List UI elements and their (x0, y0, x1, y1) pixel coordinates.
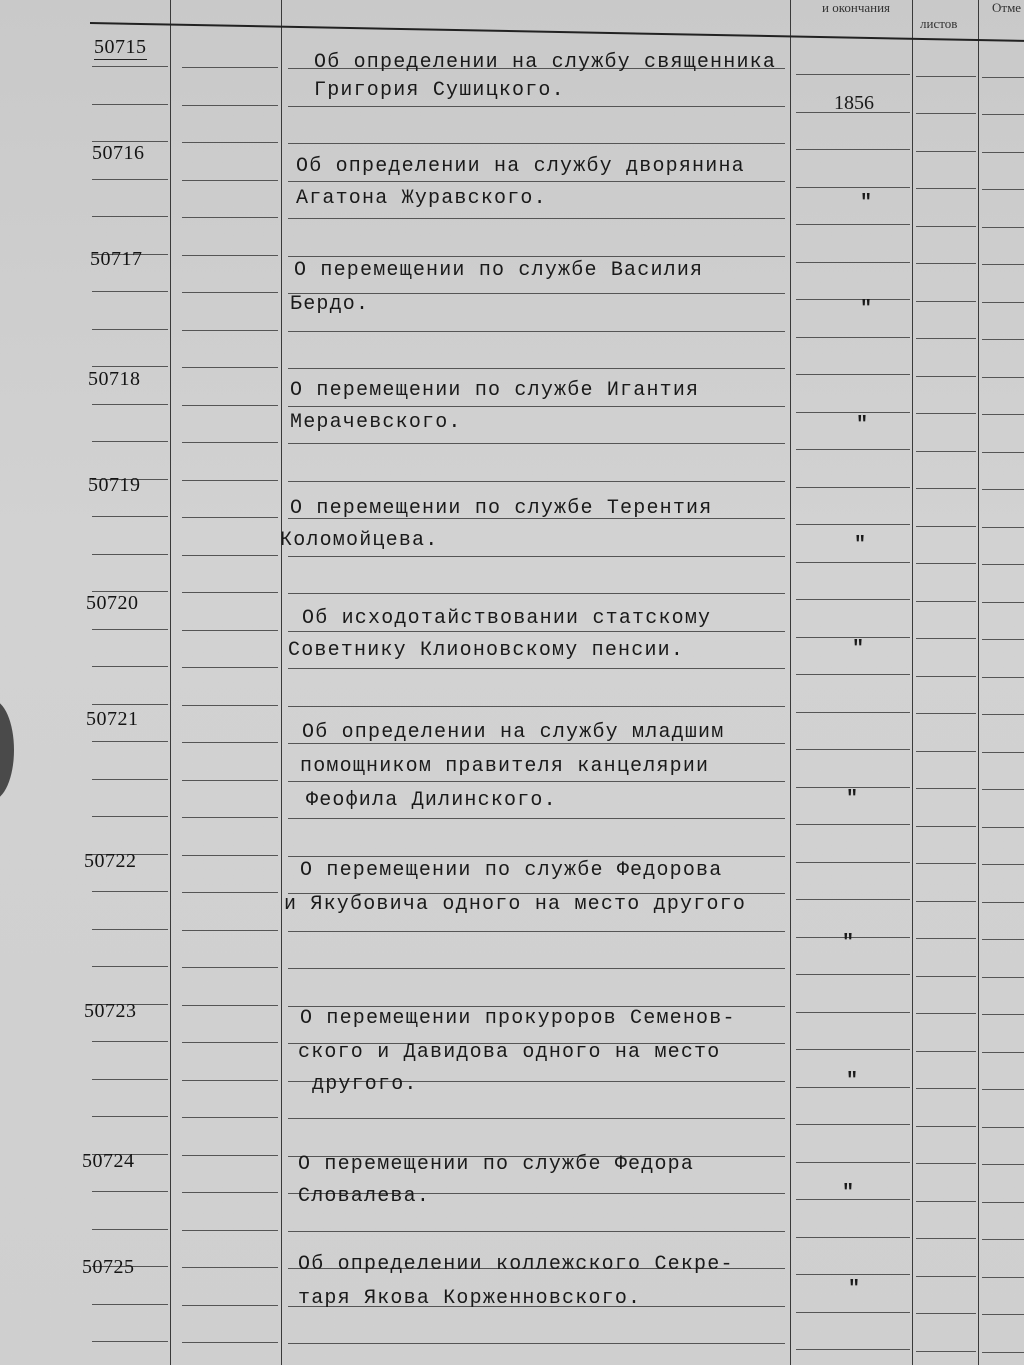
entry-description-line: помощником правителя канцелярии (300, 755, 710, 778)
ruled-line (796, 149, 910, 150)
ruled-line (796, 374, 910, 375)
ruled-line (982, 114, 1024, 115)
entry-description-line: О перемещении по службе Игантия (290, 379, 700, 402)
ruled-line (182, 630, 278, 631)
ruled-line (288, 143, 785, 144)
ruled-line (982, 677, 1024, 678)
ruled-line (92, 929, 168, 930)
ruled-line (92, 329, 168, 330)
ruled-line (182, 517, 278, 518)
ruled-line (182, 142, 278, 143)
entry-description-line: Об исходотайствовании статскому (302, 607, 712, 630)
ruled-line (982, 789, 1024, 790)
entry-number: 50717 (90, 248, 143, 270)
ruled-line (916, 1201, 976, 1202)
ruled-line (916, 451, 976, 452)
ruled-line (982, 302, 1024, 303)
ruled-line (916, 526, 976, 527)
entry-description-line: О перемещении по службе Федора (298, 1153, 695, 1176)
ruled-line (982, 152, 1024, 153)
ruled-line (796, 562, 910, 563)
ruled-line (916, 1351, 976, 1352)
entry-description-line: Советнику Клионовскому пенсии. (288, 639, 685, 662)
entry-number: 50716 (92, 142, 145, 164)
ruled-line (182, 1155, 278, 1156)
entry-number: 50721 (86, 708, 139, 730)
ruled-line (916, 301, 976, 302)
ruled-line (982, 377, 1024, 378)
entry-description-line: Коломойцева. (280, 529, 439, 552)
header-dates-label: и окончания (822, 0, 891, 15)
entry-date-ditto: " (856, 414, 869, 437)
ruled-line (182, 555, 278, 556)
thumb-shadow (0, 700, 14, 800)
ruled-line (796, 1274, 910, 1275)
ruled-line (92, 441, 168, 442)
entry-description-line: Феофила Дилинского. (306, 789, 557, 812)
ruled-line (796, 974, 910, 975)
ruled-line (288, 481, 785, 482)
column-rule (281, 0, 282, 1365)
entry-description-line: и Якубовича одного на место другого (284, 893, 747, 916)
entry-description-line: ского и Давидова одного на место (298, 1041, 721, 1064)
ruled-line (796, 449, 910, 450)
ruled-line (182, 1230, 278, 1231)
ruled-line (916, 1126, 976, 1127)
ruled-line (796, 862, 910, 863)
ruled-line (982, 1127, 1024, 1128)
ruled-line (796, 1237, 910, 1238)
ruled-line (982, 452, 1024, 453)
ruled-line (916, 901, 976, 902)
ruled-line (182, 1342, 278, 1343)
ruled-line (982, 977, 1024, 978)
ruled-line (916, 1313, 976, 1314)
ruled-line (916, 863, 976, 864)
ruled-line (288, 968, 785, 969)
entry-description-line: Григория Сушицкого. (314, 79, 565, 102)
ruled-line (982, 564, 1024, 565)
ruled-line (182, 1117, 278, 1118)
ruled-line (288, 593, 785, 594)
ruled-line (916, 413, 976, 414)
ruled-line (916, 151, 976, 152)
ruled-line (92, 816, 168, 817)
entry-description-line: О перемещении по службе Терентия (290, 497, 713, 520)
entry-number: 50720 (86, 592, 139, 614)
ruled-line (796, 1349, 910, 1350)
ruled-line (288, 931, 785, 932)
ruled-line (796, 712, 910, 713)
ruled-line (92, 1191, 168, 1192)
ruled-line (916, 1238, 976, 1239)
ruled-line (182, 330, 278, 331)
ruled-line (796, 487, 910, 488)
ruled-line (796, 224, 910, 225)
ruled-line (982, 227, 1024, 228)
ruled-line (182, 892, 278, 893)
ruled-line (916, 676, 976, 677)
entry-description-line: Бердо. (290, 293, 370, 316)
entry-description-line: О перемещении по службе Василия (294, 259, 704, 282)
ruled-line (916, 938, 976, 939)
ruled-line (982, 1277, 1024, 1278)
ruled-line (982, 602, 1024, 603)
entry-description-line: Об определении на службу младшим (302, 721, 725, 744)
ruled-line (288, 331, 785, 332)
entry-date-ditto: " (860, 192, 873, 215)
ruled-line (916, 113, 976, 114)
entry-date-ditto: " (854, 534, 867, 557)
ruled-line (916, 488, 976, 489)
ruled-line (982, 189, 1024, 190)
ruled-line (982, 527, 1024, 528)
ruled-line (182, 1080, 278, 1081)
header-rule (90, 22, 1024, 42)
column-rule (790, 0, 791, 1365)
ruled-line (92, 1304, 168, 1305)
ruled-line (288, 668, 785, 669)
entry-date-ditto: " (852, 638, 865, 661)
ruled-line (916, 713, 976, 714)
ruled-line (92, 891, 168, 892)
ruled-line (182, 742, 278, 743)
entry-number: 50715 (94, 36, 147, 58)
column-rule (912, 0, 913, 1365)
ruled-line (182, 405, 278, 406)
ruled-line (916, 976, 976, 977)
ruled-line (288, 443, 785, 444)
ruled-line (796, 74, 910, 75)
entry-number: 50725 (82, 1256, 135, 1278)
ruled-line (182, 817, 278, 818)
ruled-line (92, 1041, 168, 1042)
ruled-line (982, 1052, 1024, 1053)
entry-date-ditto: " (846, 788, 859, 811)
ruled-line (92, 179, 168, 180)
ruled-line (796, 262, 910, 263)
entry-description-line: Мерачевского. (290, 411, 462, 434)
ruled-line (796, 674, 910, 675)
entry-description-line: Об определении на службу дворянина (296, 155, 745, 178)
ruled-line (182, 1005, 278, 1006)
ruled-line (92, 404, 168, 405)
column-rule (978, 0, 979, 1365)
ruled-line (288, 1118, 785, 1119)
ruled-line (916, 826, 976, 827)
ruled-line (796, 524, 910, 525)
header-sheets-label: листов (920, 16, 958, 31)
ruled-line (796, 1012, 910, 1013)
ruled-line (92, 1116, 168, 1117)
ruled-line (916, 226, 976, 227)
entry-date-ditto: " (842, 932, 855, 955)
ruled-line (92, 1229, 168, 1230)
ruled-line (92, 666, 168, 667)
ruled-line (182, 67, 278, 68)
ruled-line (916, 1013, 976, 1014)
ruled-line (92, 366, 168, 367)
ruled-line (182, 217, 278, 218)
entry-description-line: Словалева. (298, 1185, 431, 1208)
entry-description-line: другого. (312, 1073, 418, 1096)
ruled-line (92, 291, 168, 292)
ruled-line (92, 629, 168, 630)
ruled-line (92, 216, 168, 217)
ruled-line (92, 104, 168, 105)
ruled-line (982, 827, 1024, 828)
ruled-line (288, 1231, 785, 1232)
ruled-line (982, 77, 1024, 78)
entry-description-line: Об определении на службу священника (314, 51, 777, 74)
entry-date-ditto: " (848, 1278, 861, 1301)
ruled-line (916, 1088, 976, 1089)
ruled-line (796, 899, 910, 900)
ruled-line (92, 1079, 168, 1080)
ruled-line (982, 639, 1024, 640)
ruled-line (916, 563, 976, 564)
ruled-line (916, 788, 976, 789)
ruled-line (182, 930, 278, 931)
ruled-line (916, 751, 976, 752)
ruled-line (92, 1341, 168, 1342)
ruled-line (182, 105, 278, 106)
ruled-line (796, 1312, 910, 1313)
ruled-line (288, 706, 785, 707)
ruled-line (796, 1124, 910, 1125)
ruled-line (182, 292, 278, 293)
ruled-line (288, 368, 785, 369)
ruled-line (288, 818, 785, 819)
ruled-line (288, 218, 785, 219)
ruled-line (982, 902, 1024, 903)
ruled-line (982, 1014, 1024, 1015)
ruled-line (982, 939, 1024, 940)
ruled-line (982, 339, 1024, 340)
ruled-line (916, 1051, 976, 1052)
ruled-line (982, 1202, 1024, 1203)
ruled-line (916, 76, 976, 77)
ruled-line (92, 554, 168, 555)
ruled-line (182, 705, 278, 706)
ruled-line (92, 704, 168, 705)
ruled-line (796, 1049, 910, 1050)
ruled-line (982, 752, 1024, 753)
entry-number: 50719 (88, 474, 141, 496)
ruled-line (916, 1163, 976, 1164)
entry-description-line: таря Якова Корженновского. (298, 1287, 642, 1310)
ruled-line (916, 601, 976, 602)
entry-description-line: Агатона Журавского. (296, 187, 547, 210)
ruled-line (182, 667, 278, 668)
entry-date-ditto: " (860, 298, 873, 321)
column-rule (170, 0, 171, 1365)
entry-date-ditto: " (842, 1182, 855, 1205)
ruled-line (982, 1089, 1024, 1090)
ruled-line (182, 367, 278, 368)
entry-number: 50718 (88, 368, 141, 390)
entry-date-ditto: " (846, 1070, 859, 1093)
entry-description-line: Об определении коллежского Секре- (298, 1253, 734, 1276)
ruled-line (182, 480, 278, 481)
ruled-line (182, 855, 278, 856)
ruled-line (92, 66, 168, 67)
ruled-line (796, 299, 910, 300)
entry-number: 50722 (84, 850, 137, 872)
ruled-line (916, 338, 976, 339)
ruled-line (916, 376, 976, 377)
ruled-line (288, 1343, 785, 1344)
ruled-line (92, 741, 168, 742)
ruled-line (796, 412, 910, 413)
ruled-line (982, 864, 1024, 865)
ruled-line (182, 967, 278, 968)
entry-date: 1856 (834, 92, 874, 114)
ruled-line (916, 1276, 976, 1277)
ruled-line (182, 180, 278, 181)
ruled-line (982, 414, 1024, 415)
ruled-line (796, 187, 910, 188)
entry-description-line: О перемещении по службе Федорова (300, 859, 723, 882)
ruled-line (182, 1192, 278, 1193)
ruled-line (916, 638, 976, 639)
ruled-line (982, 264, 1024, 265)
ruled-line (92, 516, 168, 517)
ruled-line (92, 966, 168, 967)
ruled-line (182, 255, 278, 256)
ruled-line (916, 263, 976, 264)
entry-number: 50724 (82, 1150, 135, 1172)
ruled-line (982, 1352, 1024, 1353)
ruled-line (982, 1239, 1024, 1240)
entry-description-line: О перемещении прокуроров Семенов- (300, 1007, 736, 1030)
ruled-line (982, 489, 1024, 490)
ruled-line (982, 714, 1024, 715)
ruled-line (982, 1164, 1024, 1165)
header-notes-label: Отме (992, 0, 1022, 15)
ruled-line (796, 824, 910, 825)
ruled-line (182, 592, 278, 593)
ruled-line (92, 779, 168, 780)
ruled-line (796, 1162, 910, 1163)
ruled-line (796, 749, 910, 750)
ruled-line (182, 1267, 278, 1268)
ruled-line (796, 337, 910, 338)
ruled-line (182, 442, 278, 443)
entry-number: 50723 (84, 1000, 137, 1022)
ruled-line (182, 1305, 278, 1306)
ruled-line (982, 1314, 1024, 1315)
ruled-line (182, 1042, 278, 1043)
ruled-line (182, 780, 278, 781)
ruled-line (916, 188, 976, 189)
ruled-line (796, 599, 910, 600)
